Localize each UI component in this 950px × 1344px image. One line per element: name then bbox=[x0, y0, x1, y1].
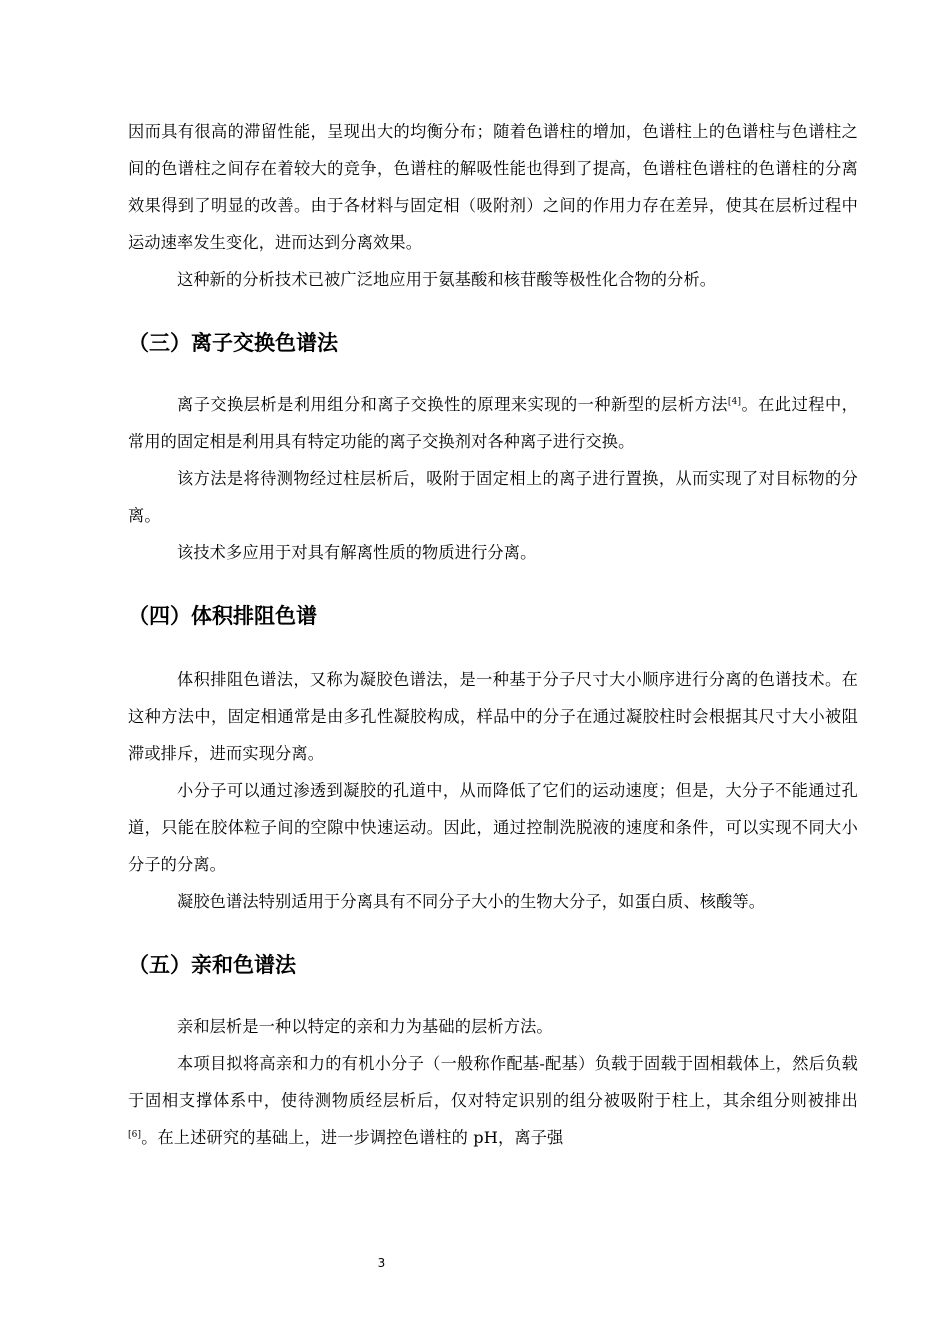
paragraph: 亲和层析是一种以特定的亲和力为基础的层析方法。 bbox=[177, 1017, 553, 1036]
paragraph: 该技术多应用于对具有解离性质的物质进行分离。 bbox=[177, 543, 537, 562]
paragraph-text: 本项目拟将高亲和力的有机小分子（一般称作配基-配基）负载于固载于固相载体上，然后负载于固相支撑体系中，使待测物质经层析后，仅对特定识别的组分被吸附于柱上，其余组分则被排出 bbox=[128, 1054, 858, 1110]
paragraph-text: 离子交换层析是利用组分和离子交换性的原理来实现的一种新型的层析方法 bbox=[177, 395, 728, 414]
paragraph: 这种新的分析技术已被广泛地应用于氨基酸和核苷酸等极性化合物的分析。 bbox=[177, 270, 717, 289]
paragraph: 凝胶色谱法特别适用于分离具有不同分子大小的生物大分子，如蛋白质、核酸等。 bbox=[177, 892, 766, 911]
paragraph: 小分子可以通过渗透到凝胶的孔道中，从而降低了它们的运动速度；但是，大分子不能通过孔道，只能在胶体粒子间的空隙中快速运动。因此，通过控制洗脱液的速度和条件，可以实现不同大小分子的分离。 bbox=[128, 781, 858, 874]
section-heading-ion-exchange: （三）离子交换色谱法 bbox=[128, 331, 338, 355]
citation-ref: [4] bbox=[727, 397, 742, 407]
paragraph-text: 。在上述研究的基础上，进一步调控色谱柱的 pH，离子强 bbox=[141, 1128, 564, 1147]
paragraph-text: 。在此过程中，常用的固定相是利用具有特定功能的离子交换剂对各种离子进行交换。 bbox=[128, 395, 858, 451]
paragraph bbox=[128, 386, 858, 460]
section-heading-affinity: （五）亲和色谱法 bbox=[128, 953, 296, 977]
paragraph bbox=[128, 1045, 858, 1156]
section-heading-size-exclusion: （四）体积排阻色谱 bbox=[128, 604, 317, 628]
page-body bbox=[128, 113, 858, 1156]
paragraph: 该方法是将待测物经过柱层析后，吸附于固定相上的离子进行置换，从而实现了对目标物的分离。 bbox=[128, 469, 858, 525]
paragraph: 因而具有很高的滞留性能，呈现出大的均衡分布；随着色谱柱的增加，色谱柱上的色谱柱与色谱柱之间的色谱柱之间存在着较大的竞争，色谱柱的解吸性能也得到了提高，色谱柱色谱柱的色谱柱的分离效果得到了明显的改善。由于各材料与固定相（吸附剂）之间的作用力存在差异，使其在层析过程中运动速率发生变化，进而达到分离效果。 bbox=[128, 122, 858, 252]
paragraph: 体积排阻色谱法，又称为凝胶色谱法，是一种基于分子尺寸大小顺序进行分离的色谱技术。在这种方法中，固定相通常是由多孔性凝胶构成，样品中的分子在通过凝胶柱时会根据其尺寸大小被阻滞或排斥，进而实现分离。 bbox=[128, 670, 858, 763]
page-number: 3 bbox=[377, 1256, 386, 1270]
citation-ref: [6] bbox=[128, 1130, 142, 1140]
